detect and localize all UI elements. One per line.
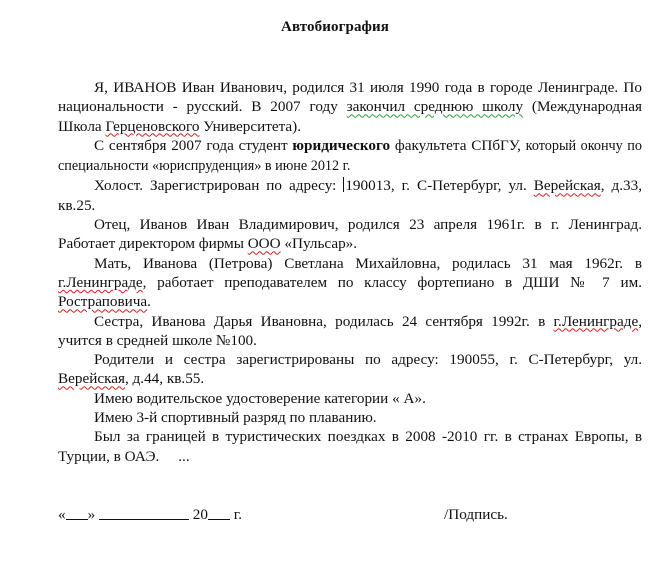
registration-house: , д.33, кв.25.: [58, 177, 642, 214]
sister-text-2: , учится в средней школе №100.: [58, 312, 642, 349]
paragraph-parents-address: [58, 350, 642, 389]
paragraph-license: Имею водительское удостоверение категории « А».: [94, 389, 426, 407]
intro-text-2: (Международная Школа: [58, 98, 643, 135]
month-blank: [99, 506, 189, 520]
sister-city: г.Ленинграде: [553, 312, 639, 330]
year-blank: [208, 506, 230, 520]
paragraph-father: [58, 215, 642, 254]
mother-city: г.Ленинграде: [58, 273, 143, 291]
paragraph-mother: [58, 254, 642, 312]
paragraph-intro: [58, 78, 642, 136]
document-title: Автобиография: [281, 19, 389, 35]
paragraph-sport: Имею 3-й спортивный разряд по плаванию.: [94, 409, 377, 427]
sister-text: Сестра, Иванова Дарья Ивановна, родилась 24 сентября 1992г. в: [94, 312, 554, 330]
mother-school-name: Ростраповича: [58, 293, 148, 311]
education-text: С сентября 2007 года студент: [94, 136, 293, 154]
father-text: Отец, Иванов Иван Владимирович, родился 23 апреля 1961г. в г. Ленинград. Работает директором фирмы: [58, 216, 642, 253]
paragraph-education: [58, 136, 642, 177]
paragraph-registration: [58, 176, 642, 215]
mother-text-3: .: [147, 293, 151, 311]
year-prefix: 20: [192, 506, 208, 523]
intro-text: Я, ИВАНОВ Иван Иванович, родился 31 июля 1990 года в городе Ленинграде. По национальности - русский. В 2007 году: [58, 79, 642, 116]
intro-university-name: Герценовского: [105, 117, 200, 135]
date-open-quote: «: [58, 506, 66, 523]
parents-house: , д.44, кв.55.: [124, 370, 205, 388]
intro-school-text: закончил среднюю школу: [346, 98, 524, 116]
document-body: [58, 78, 646, 466]
signature-label: /Подпись.: [444, 506, 508, 523]
education-text-3: который окончу по специальности «юриспруденция» в июне 2012 г.: [58, 137, 642, 175]
parents-address-text: Родители и сестра зарегистрированы по адресу: 190055, г. С-Петербург, ул.: [94, 351, 642, 369]
date-close-quote: »: [87, 506, 96, 523]
registration-street: Верейская: [533, 177, 601, 195]
paragraph-sister: [58, 312, 642, 351]
mother-text-2: , работает преподавателем по классу фортепиано в ДШИ № 7 им.: [142, 273, 642, 291]
day-blank: [66, 506, 88, 520]
education-text-2: факультета СПбГУ,: [390, 136, 526, 154]
parents-street: Верейская: [58, 370, 125, 388]
year-suffix: г.: [233, 506, 243, 523]
education-faculty: юридического: [292, 136, 391, 154]
father-company-type: ООО: [247, 235, 281, 253]
registration-address: 190013, г. С-Петербург, ул.: [345, 177, 534, 195]
intro-text-3: Университета).: [199, 117, 302, 135]
registration-text: Холост. Зарегистрирован по адресу:: [94, 177, 344, 195]
father-company-name: «Пульсар».: [280, 235, 358, 253]
mother-text: Мать, Иванова (Петрова) Светлана Михайловна, родилась 31 мая 1962г. в: [94, 254, 642, 272]
paragraph-travel: Был за границей в туристических поездках в 2008 -2010 гг. в странах Европы, в Турции, в ОАЭ. ...: [58, 428, 646, 465]
footer-date: [58, 506, 242, 524]
